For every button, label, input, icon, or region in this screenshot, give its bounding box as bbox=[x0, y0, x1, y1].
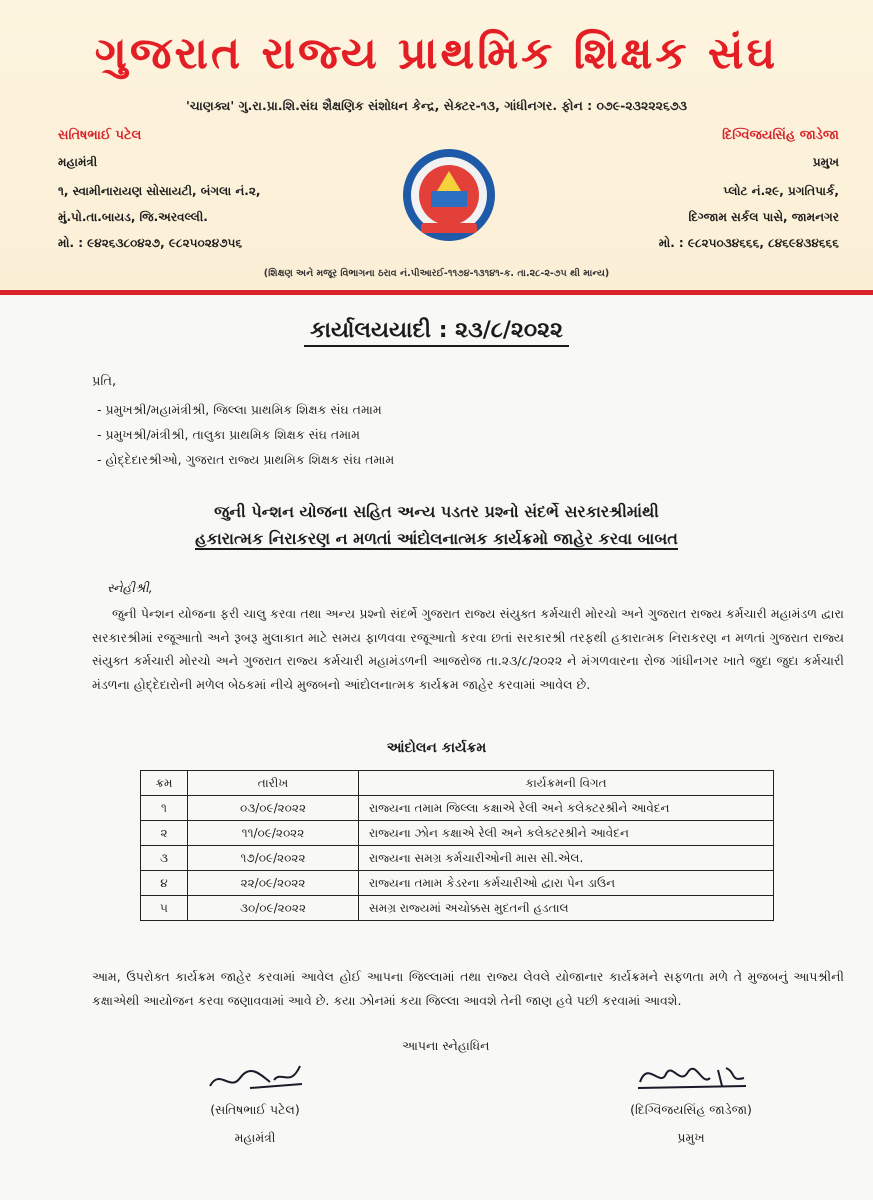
president-name: દિગ્વિજયસિંહ જાડેજા bbox=[722, 128, 839, 143]
yours-sincerely: આપના સ્નેહાધિન bbox=[402, 1038, 490, 1053]
president-role: પ્રમુખ bbox=[812, 155, 839, 169]
column-header-date: તારીખ bbox=[188, 771, 359, 796]
program-table-title: આંદોલન કાર્યક્રમ bbox=[386, 740, 487, 756]
president-address-2: દિગ્જામ સર્કલ પાસે, જામનગર bbox=[688, 210, 839, 224]
table-row bbox=[141, 846, 774, 871]
general-secretary-phone: મો. : ૯૪૨૬૩૮૦૪૨૭, ૯૮૨૫૦૨૪૭૫૬ bbox=[58, 236, 243, 250]
president-block bbox=[659, 128, 839, 262]
subject-heading bbox=[0, 498, 873, 552]
general-secretary-block bbox=[58, 128, 260, 262]
row-number: ૫ bbox=[141, 896, 188, 921]
general-secretary-role: મહામંત્રી bbox=[58, 155, 98, 169]
row-date: ૦૩/૦૯/૨૦૨૨ bbox=[188, 796, 359, 821]
general-secretary-address-2: મું.પો.તા.બાયડ, જિ.અરવલ્લી. bbox=[58, 210, 208, 224]
recipient-list bbox=[97, 402, 394, 477]
organization-address-line: 'ચાણક્ય' ગુ.રા.પ્રા.શિ.સંઘ શૈક્ષણિક સંશોધન કેન્દ્ર, સેક્ટર-૧૩, ગાંધીનગર. ફોન : ૦૭૯-૨૩૨૨૨૬૭૩ bbox=[185, 98, 688, 113]
president-address-1: પ્લોટ નં.૨૯, પ્રગતિપાર્ક, bbox=[723, 184, 839, 198]
to-label: પ્રતિ, bbox=[92, 374, 117, 389]
row-date: ૧૧/૦૯/૨૦૨૨ bbox=[188, 821, 359, 846]
row-description: રાજ્યના ઝોન કક્ષાએ રેલી અને કલેક્ટરશ્રીને આવેદન bbox=[359, 821, 774, 846]
row-date: ૧૭/૦૯/૨૦૨૨ bbox=[188, 846, 359, 871]
row-number: ૪ bbox=[141, 871, 188, 896]
president-signature bbox=[626, 1048, 756, 1098]
table-row bbox=[141, 896, 774, 921]
office-memo-title-text: કાર્યાલયયાદી : ૨૩/૮/૨૦૨૨ bbox=[304, 318, 569, 347]
general-secretary-address-1: ૧, સ્વામીનારાયણ સોસાયટી, બંગલા નં.૨, bbox=[58, 184, 261, 198]
organization-title: ગુજરાત રાજ્ય પ્રાથમિક શિક્ષક સંઘ bbox=[94, 28, 779, 79]
column-header-number: ક્રમ bbox=[141, 771, 188, 796]
row-date: ૩૦/૦૯/૨૦૨૨ bbox=[188, 896, 359, 921]
subject-line-1: જુની પેન્શન યોજના સહિત અન્ય પડતર પ્રશ્નો સંદર્ભે સરકારશ્રીમાંથી bbox=[214, 502, 659, 521]
row-description: રાજ્યના સમગ્ર કર્મચારીઓની માસ સી.એલ. bbox=[359, 846, 774, 871]
general-secretary-signature-block bbox=[180, 1048, 330, 1146]
general-secretary-signatory: (સતિષભાઈ પટેલ) bbox=[210, 1102, 300, 1117]
general-secretary-signatory-role: મહામંત્રી bbox=[234, 1130, 276, 1145]
recognition-note: (શિક્ષણ અને મજૂર વિભાગના ઠરાવ નં.પીઆરઈ-૧૧૭૪-૧૩૧૪૧-ક. તા.૨૮-૨-૭૫ થી માન્ય) bbox=[263, 268, 610, 279]
body-paragraph: જુની પેન્શન યોજના ફરી ચાલુ કરવા તથા અન્ય પ્રશ્નો સંદર્ભે ગુજરાત રાજ્ય સંયુક્ત કર્મચારી મોરચો અને ગુજરાત રાજ્ય કર્મચારી મહામંડળ દ્વારા સરકારશ્રીમાં રજૂઆતો અને રૂબરૂ મુલાકાત માટે સમય ફાળવવા રજૂઆતો કરવા છતાં સરકારશ્રી તરફથી હકારાત્મક નિરાકરણ ન મળતાં ગુજરાત રાજ્ય સંયુક્ત કર્મચારી મોરચો અને ગુજરાત રાજ્ય કર્મચારી મહામંડળની આજરોજ તા.૨૩/૮/૨૦૨૨ ને મંગળવારના રોજ ગાંધીનગર ખાતે જુદા જુદા કર્મચારી મંડળના હોદ્દેદારોની મળેલ બેઠકમાં નીચે મુજબનો આંદોલનાત્મક કાર્યક્રમ જાહેર કરવામાં આવેલ છે. bbox=[92, 606, 844, 692]
table-header-row bbox=[141, 771, 774, 796]
office-memo-title bbox=[0, 318, 873, 343]
recipient-item: - હોદ્દેદારશ્રીઓ, ગુજરાત રાજ્ય પ્રાથમિક શિક્ષક સંઘ તમામ bbox=[97, 452, 395, 467]
row-date: ૨૨/૦૯/૨૦૨૨ bbox=[188, 871, 359, 896]
recipient-item: - પ્રમુખશ્રી/મંત્રીશ્રી, તાલુકા પ્રાથમિક શિક્ષક સંઘ તમામ bbox=[97, 427, 360, 442]
greeting: સ્નેહીશ્રી, bbox=[107, 580, 153, 595]
organization-seal-logo bbox=[401, 147, 497, 243]
recipient-item: - પ્રમુખશ્રી/મહામંત્રીશ્રી, જિલ્લા પ્રાથમિક શિક્ષક સંઘ તમામ bbox=[97, 402, 382, 417]
subject-line-2: હકારાત્મક નિરાકરણ ન મળતાં આંદોલનાત્મક કાર્યક્રમો જાહેર કરવા બાબત bbox=[195, 529, 678, 548]
general-secretary-signature bbox=[190, 1048, 320, 1098]
closing-paragraph: આમ, ઉપરોક્ત કાર્યક્રમ જાહેર કરવામાં આવેલ હોઈ આપના જિલ્લામાં તથા રાજ્ય લેવલે યોજાનાર કાર્યક્રમને સફળતા મળે તે મુજબનું આપશ્રીની કક્ષાએથી આયોજન કરવા જણાવવામાં આવે છે. કયા ઝોનમાં કયા જિલ્લા આવશે તેની જાણ હવે પછી કરવામાં આવશે. bbox=[92, 969, 844, 1008]
row-description: સમગ્ર રાજ્યમાં અચોક્કસ મુદતની હડતાલ bbox=[359, 896, 774, 921]
column-header-details: કાર્યક્રમની વિગત bbox=[359, 771, 774, 796]
president-signatory: (દિગ્વિજયસિંહ જાડેજા) bbox=[630, 1102, 752, 1117]
program-table bbox=[140, 770, 774, 921]
row-description: રાજ્યના તમામ જિલ્લા કક્ષાએ રેલી અને કલેક્ટરશ્રીને આવેદન bbox=[359, 796, 774, 821]
row-number: ૧ bbox=[141, 796, 188, 821]
table-row bbox=[141, 821, 774, 846]
president-signatory-role: પ્રમુખ bbox=[677, 1130, 705, 1145]
general-secretary-name: સતિષભાઈ પટેલ bbox=[58, 128, 142, 143]
president-signature-block bbox=[606, 1048, 776, 1146]
row-description: રાજ્યના તમામ કેડરના કર્મચારીઓ દ્વારા પેન ડાઉન bbox=[359, 871, 774, 896]
row-number: ૩ bbox=[141, 846, 188, 871]
president-phone: મો. : ૯૮૨૫૦૩૪૬૬૬, ૮૪૬૯૪૩૪૬૬૬ bbox=[658, 236, 839, 250]
table-row bbox=[141, 871, 774, 896]
row-number: ૨ bbox=[141, 821, 188, 846]
table-row bbox=[141, 796, 774, 821]
